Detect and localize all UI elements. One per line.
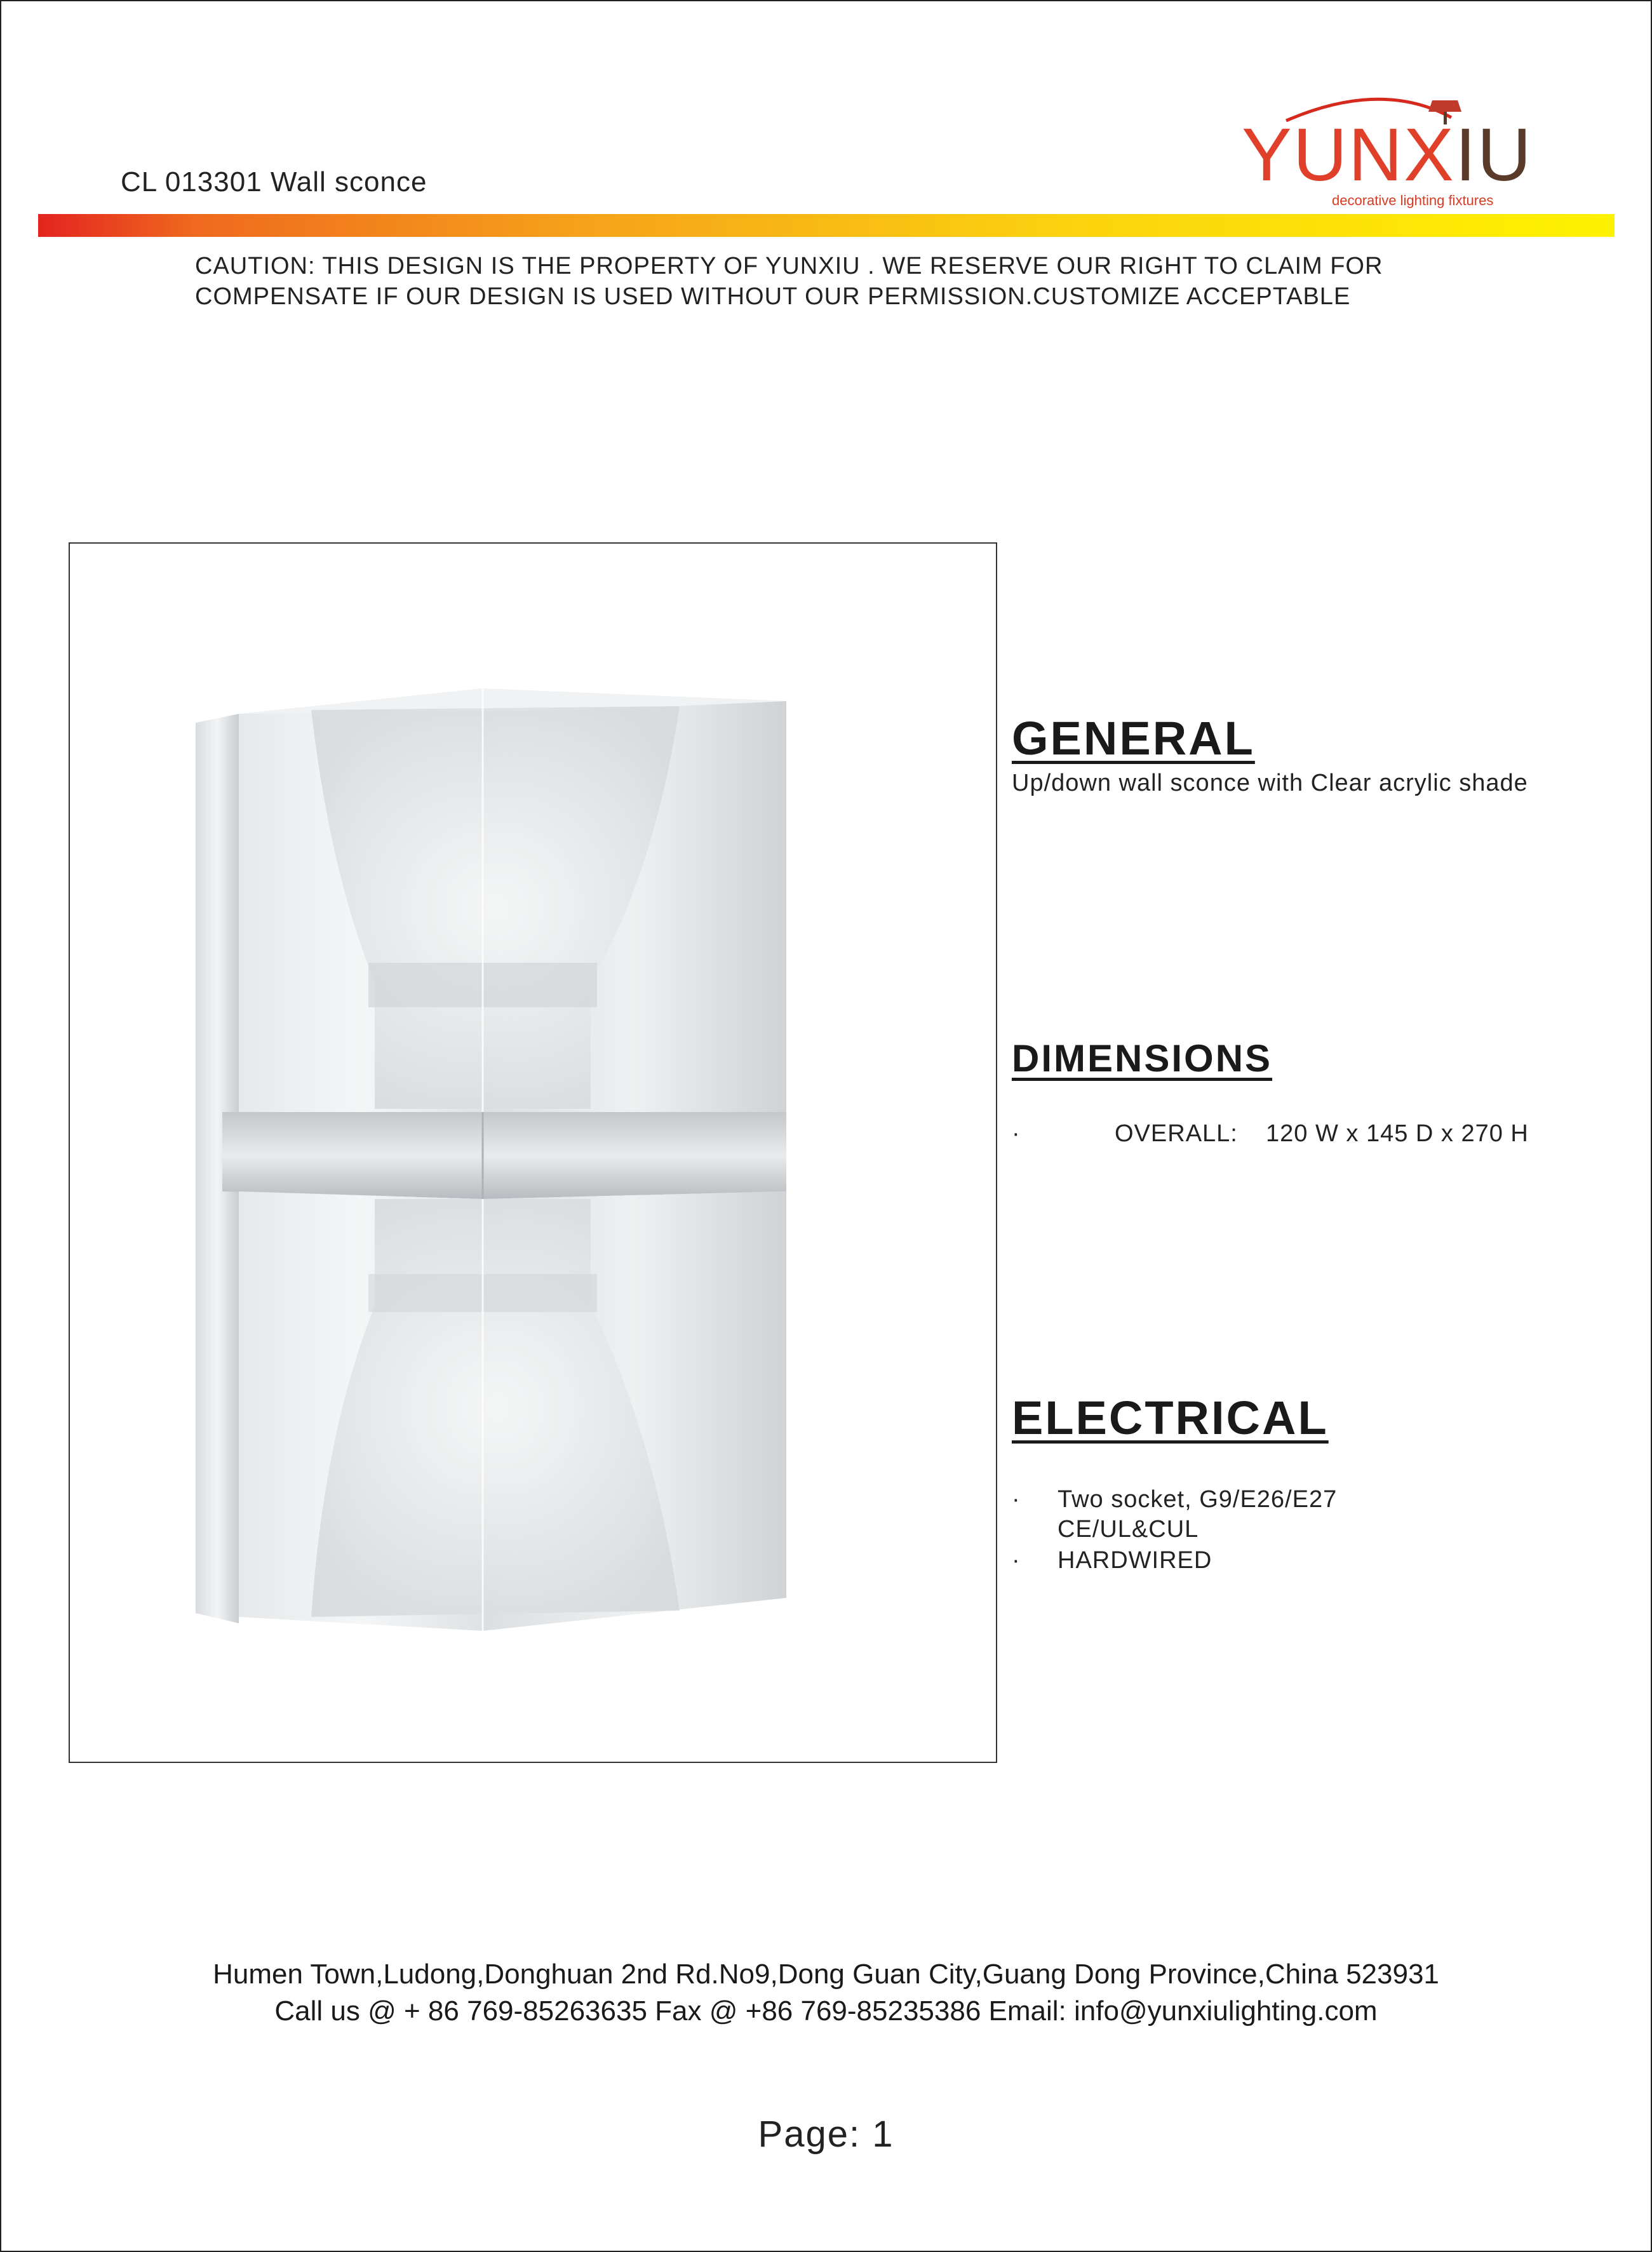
dimensions-value: 120 W x 145 D x 270 H xyxy=(1266,1120,1529,1147)
caution-notice xyxy=(195,251,1383,312)
wall-sconce-photo xyxy=(70,544,996,1762)
electrical-item-3: HARDWIRED xyxy=(1058,1547,1212,1574)
document-title: CL 013301 Wall sconce xyxy=(121,166,427,198)
logo-text-part2: IU xyxy=(1454,113,1533,197)
brand-logo xyxy=(1242,83,1533,210)
electrical-heading: ELECTRICAL xyxy=(1012,1391,1329,1444)
dimensions-bullet: · xyxy=(1012,1120,1020,1147)
general-heading: GENERAL xyxy=(1012,712,1255,765)
electrical-bullet-3: · xyxy=(1012,1547,1020,1574)
dimensions-label: OVERALL: xyxy=(1115,1120,1238,1147)
color-gradient-band xyxy=(38,214,1615,237)
product-photo-frame xyxy=(69,542,997,1763)
footer-address: Humen Town,Ludong,Donghuan 2nd Rd.No9,Dong Guan City,Guang Dong Province,China 523931 xyxy=(213,1959,1439,1990)
dimensions-heading: DIMENSIONS xyxy=(1012,1037,1273,1080)
page-number: Page: 1 xyxy=(758,2114,894,2155)
logo-text-part1: YUNX xyxy=(1242,113,1455,197)
footer-contact: Call us @ + 86 769-85263635 Fax @ +86 769-85235386 Email: info@yunxiulighting.com xyxy=(274,1995,1378,2027)
electrical-bullet-1: · xyxy=(1012,1486,1020,1513)
caution-line-1: CAUTION: THIS DESIGN IS THE PROPERTY OF YUNXIU . WE RESERVE OUR RIGHT TO CLAIM FOR xyxy=(195,253,1383,279)
logo-wordmark xyxy=(1242,113,1533,197)
general-description: Up/down wall sconce with Clear acrylic shade xyxy=(1012,770,1528,796)
electrical-item-1: Two socket, G9/E26/E27 xyxy=(1058,1486,1338,1513)
electrical-item-2: CE/UL&CUL xyxy=(1058,1516,1199,1543)
logo-tagline: decorative lighting fixtures xyxy=(1332,192,1494,208)
caution-line-2: COMPENSATE IF OUR DESIGN IS USED WITHOUT OUR PERMISSION.CUSTOMIZE ACCEPTABLE xyxy=(195,283,1351,310)
